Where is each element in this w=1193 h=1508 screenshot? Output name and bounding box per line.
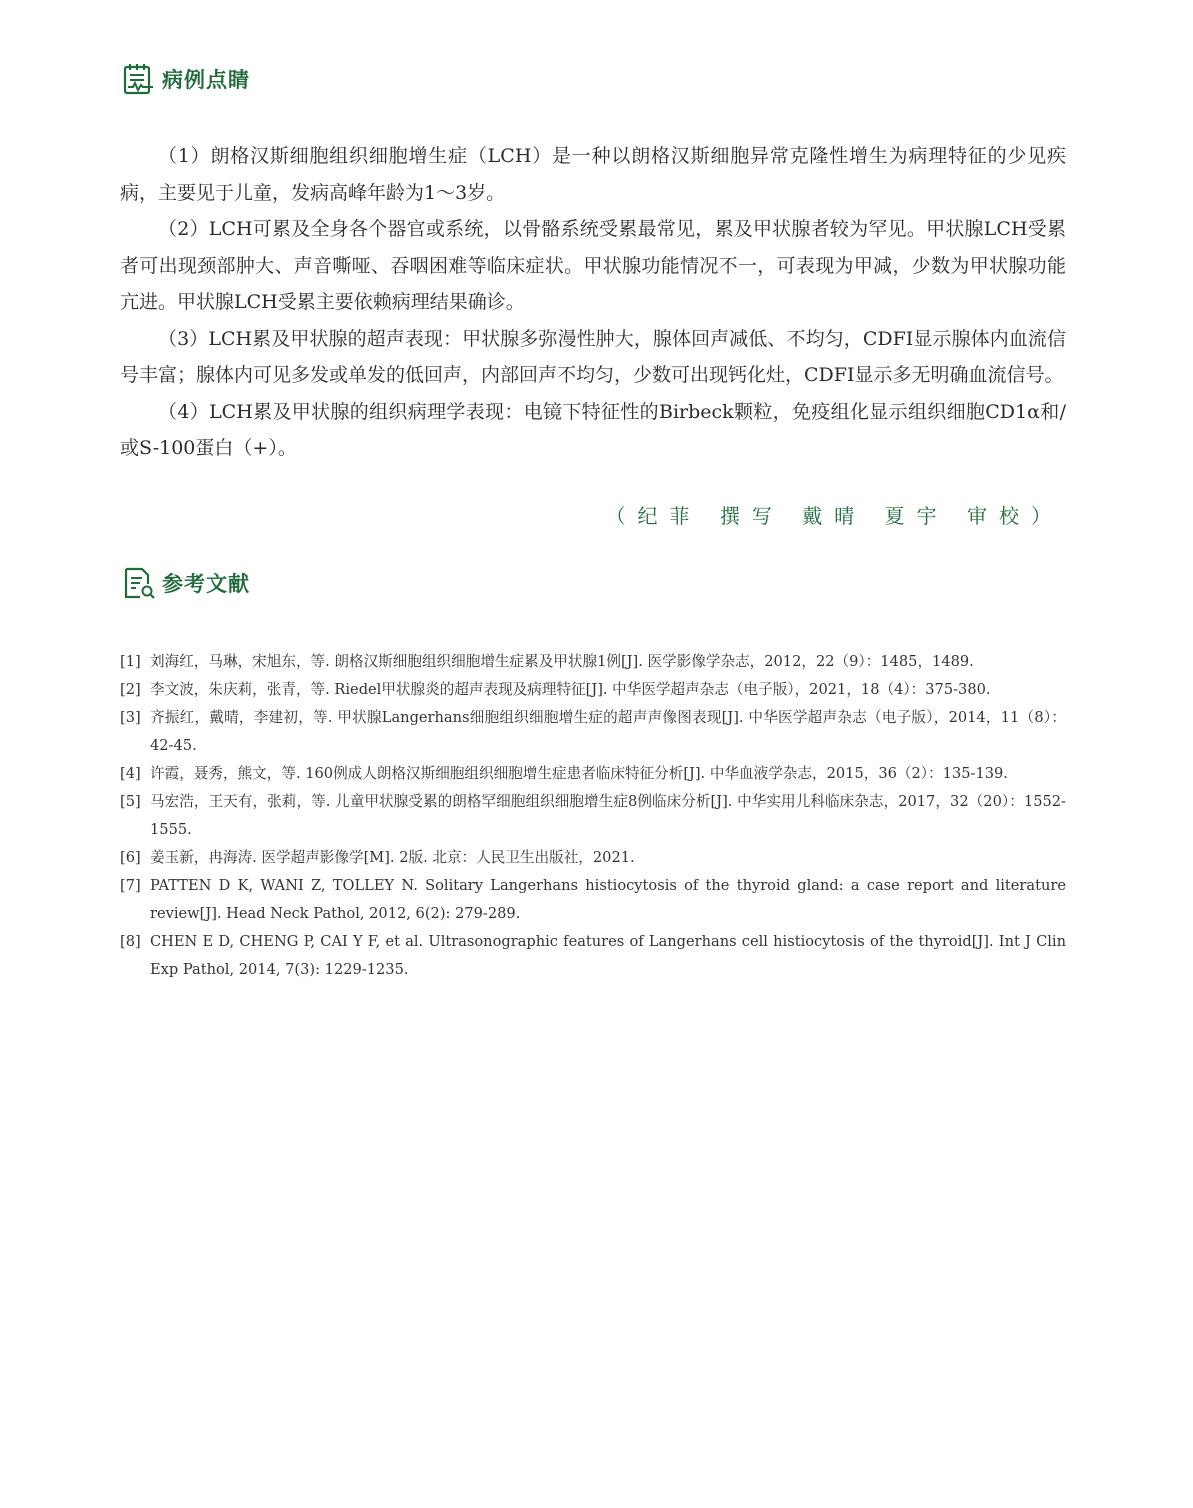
case-points-title: 病例点睛 <box>162 68 250 92</box>
reference-text: CHEN E D, CHENG P, CAI Y F, et al. Ultrasonographic features of Langerhans cell histiocytosis of the thyroid[J]. Int J Clin Exp Pathol, 2014, 7(3): 1229-1235. <box>150 933 1066 978</box>
reference-text: 马宏浩，王天有，张莉，等. 儿童甲状腺受累的朗格罕细胞组织细胞增生症8例临床分析[J]. 中华实用儿科临床杂志，2017，32（20）：1552-1555. <box>150 793 1066 838</box>
reference-text: 姜玉新，冉海涛. 医学超声影像学[M]. 2版. 北京：人民卫生出版社，2021. <box>150 849 635 866</box>
point-paragraph-1: （1）朗格汉斯细胞组织细胞增生症（LCH）是一种以朗格汉斯细胞异常克隆性增生为病理特征的少见疾病，主要见于儿童，发病高峰年龄为1～3岁。 <box>120 145 1066 204</box>
reference-item <box>120 844 1066 872</box>
reference-number: [4] <box>120 765 141 782</box>
references-title: 参考文献 <box>162 572 250 596</box>
reference-number: [7] <box>120 877 141 894</box>
point-paragraph-4: （4）LCH累及甲状腺的组织病理学表现：电镜下特征性的Birbeck颗粒，免疫组化显示组织细胞CD1α和/或S-100蛋白（+）。 <box>120 400 1066 459</box>
reference-item <box>120 648 1066 676</box>
reference-text: PATTEN D K, WANI Z, TOLLEY N. Solitary Langerhans histiocytosis of the thyroid gland: a case report and literature review[J]. Head Neck Pathol, 2012, 6(2): 279-289. <box>150 877 1066 922</box>
reference-item <box>120 872 1066 928</box>
point-paragraph-2: （2）LCH可累及全身各个器官或系统，以骨骼系统受累最常见，累及甲状腺者较为罕见。甲状腺LCH受累者可出现颈部肿大、声音嘶哑、吞咽困难等临床症状。甲状腺功能情况不一，可表现为甲减，少数为甲状腺功能亢进。甲状腺LCH受累主要依赖病理结果确诊。 <box>120 218 1066 313</box>
point-paragraph-3: （3）LCH累及甲状腺的超声表现：甲状腺多弥漫性肿大，腺体回声减低、不均匀，CDFI显示腺体内血流信号丰富；腺体内可见多发或单发的低回声，内部回声不均匀，少数可出现钙化灶，CDFI显示多无明确血流信号。 <box>120 327 1066 386</box>
reference-item <box>120 676 1066 704</box>
clipboard-pulse-icon <box>122 62 156 96</box>
case-points-body <box>120 138 1066 467</box>
reference-item <box>120 704 1066 760</box>
document-search-icon <box>122 566 156 600</box>
reference-number: [3] <box>120 709 141 726</box>
reference-number: [2] <box>120 681 141 698</box>
references-header <box>122 566 250 600</box>
author-credit: （纪菲 撰写 戴晴 夏宇 审校） <box>605 504 1063 528</box>
reference-number: [6] <box>120 849 141 866</box>
reference-text: 许霞，聂秀，熊文，等. 160例成人朗格汉斯细胞组织细胞增生症患者临床特征分析[J]. 中华血液学杂志，2015，36（2）：135-139. <box>150 765 1008 782</box>
reference-number: [1] <box>120 653 141 670</box>
case-points-header <box>122 62 250 96</box>
reference-item <box>120 788 1066 844</box>
reference-item <box>120 760 1066 788</box>
reference-text: 李文波，朱庆莉，张青，等. Riedel甲状腺炎的超声表现及病理特征[J]. 中华医学超声杂志（电子版），2021，18（4）：375-380. <box>150 681 991 698</box>
reference-text: 齐振红，戴晴，李建初，等. 甲状腺Langerhans细胞组织细胞增生症的超声声像图表现[J]. 中华医学超声杂志（电子版），2014，11（8）：42-45. <box>150 709 1066 754</box>
reference-number: [8] <box>120 933 141 950</box>
references-list <box>120 648 1066 984</box>
reference-item <box>120 928 1066 984</box>
reference-number: [5] <box>120 793 141 810</box>
reference-text: 刘海红，马琳，宋旭东，等. 朗格汉斯细胞组织细胞增生症累及甲状腺1例[J]. 医学影像学杂志，2012，22（9）：1485，1489. <box>150 653 974 670</box>
